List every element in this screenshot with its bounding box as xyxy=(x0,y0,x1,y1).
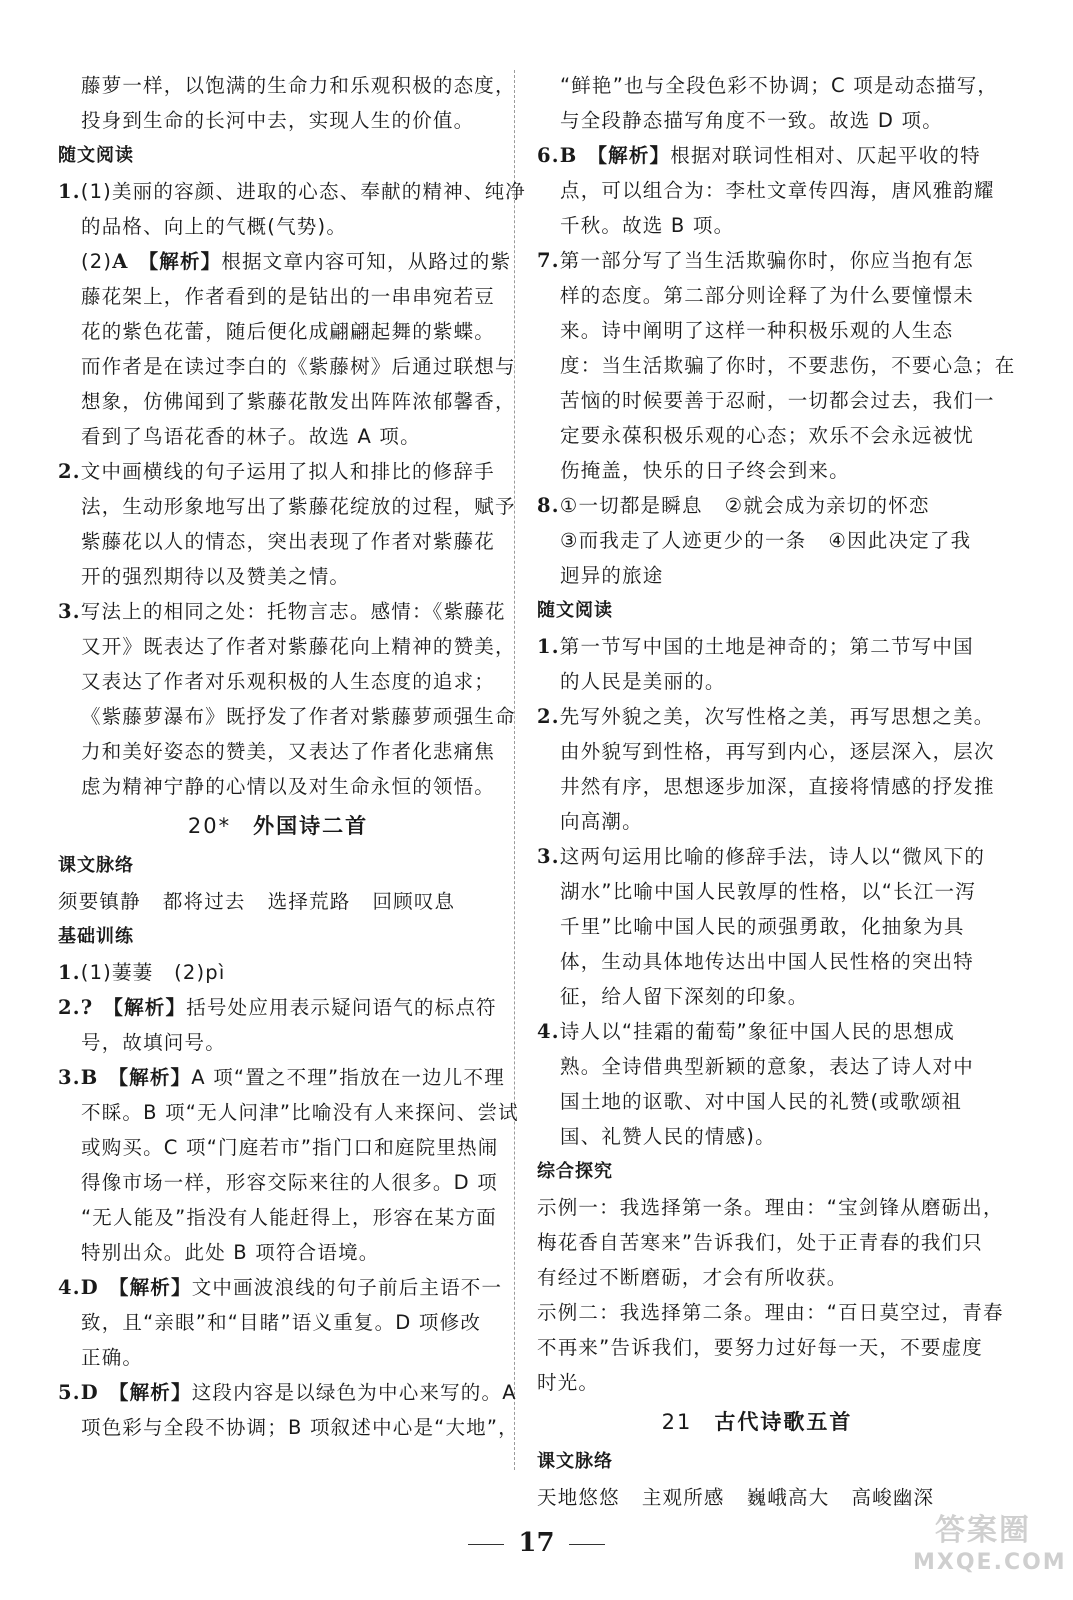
watermark-bottom: MXQE.COM xyxy=(913,1550,1067,1575)
outline-row xyxy=(58,884,498,919)
text-line: 虑为精神宁静的心情以及对生命永恒的领悟。 xyxy=(81,775,496,798)
text-line: 又开》既表达了作者对紫藤花向上精神的赞美， xyxy=(81,635,516,658)
section-heading: 随文阅读 xyxy=(58,145,134,166)
outline-item: 天地悠悠 xyxy=(537,1486,620,1509)
answer-choice: D xyxy=(80,1381,99,1404)
answer-choice: ? xyxy=(80,996,94,1019)
text-line: 井然有序，思想逐步加深，直接将情感的抒发推 xyxy=(560,775,995,798)
answer-choice: B xyxy=(80,1066,99,1089)
answer-line xyxy=(58,1375,517,1410)
analysis-tag: 【解析】 xyxy=(103,996,187,1019)
text-line: 湖水”比喻中国人民敦厚的性格，以“长江一泻 xyxy=(560,880,976,903)
question-number: 6. xyxy=(537,144,560,167)
right-column xyxy=(537,68,1016,1515)
lesson-name: 古代诗歌五首 xyxy=(714,1410,853,1434)
outline-item: 主观所感 xyxy=(641,1486,725,1509)
answer-line xyxy=(537,699,995,734)
outline-row xyxy=(537,1480,977,1515)
question-number: 3. xyxy=(537,845,560,868)
text-line: 由外貌写到性格，再写到内心，逐层深入，层次 xyxy=(560,740,995,763)
answer-text: 根据文章内容可知，从路过的紫 xyxy=(221,250,512,273)
section-heading: 基础训练 xyxy=(58,926,134,947)
answer-line xyxy=(537,839,986,874)
answer-line xyxy=(58,990,498,1025)
text-line: 藤萝一样，以饱满的生命力和乐观积极的态度， xyxy=(81,74,516,97)
text-line: 而作者是在读过李白的《紫藤树》后通过联想与 xyxy=(81,355,516,378)
text-line: 不再来”告诉我们，要努力过好每一天，不要虚度 xyxy=(537,1336,984,1359)
outline-item: 高峻幽深 xyxy=(851,1486,935,1509)
text-line: 藤花架上，作者看到的是钻出的一串串宛若豆 xyxy=(81,285,496,308)
analysis-tag: 【解析】 xyxy=(108,1066,192,1089)
text-line: 又表达了作者对乐观积极的人生态度的追求； xyxy=(81,670,496,693)
footer-dash-left xyxy=(468,1544,504,1545)
text-line: 看到了鸟语花香的林子。故选 A 项。 xyxy=(81,425,421,448)
answer-part: ①一切都是瞬息 xyxy=(559,494,703,517)
answer-text: 文中画横线的句子运用了拟人和排比的修辞手 xyxy=(80,460,495,483)
text-line: 迥异的旅途 xyxy=(560,564,664,587)
answer-line xyxy=(58,244,512,279)
question-number: 4. xyxy=(537,1020,560,1043)
analysis-tag: 【解析】 xyxy=(108,1276,192,1299)
question-number: 2. xyxy=(58,460,81,483)
question-number: 1. xyxy=(58,961,81,984)
question-number: 5. xyxy=(58,1381,81,1404)
question-number: 2. xyxy=(537,705,560,728)
text-line: 度：当生活欺骗了你时，不要悲伤，不要心急；在 xyxy=(560,354,1016,377)
text-line: 法，生动形象地写出了紫藤花绽放的过程，赋予 xyxy=(81,495,516,518)
answer-text: 先写外貌之美，次写性格之美，再写思想之美。 xyxy=(559,705,995,728)
answer-text: (1)萋萋 (2)pì xyxy=(80,961,226,984)
text-line: 紫藤花以人的情态，突出表现了作者对紫藤花 xyxy=(81,530,496,553)
analysis-tag: 【解析】 xyxy=(138,250,222,273)
question-number: 1. xyxy=(537,635,560,658)
question-number: 4. xyxy=(58,1276,81,1299)
section-heading: 课文脉络 xyxy=(537,1451,613,1472)
answer-choice: D xyxy=(80,1276,99,1299)
answer-line xyxy=(537,488,977,523)
answer-text: 这两句运用比喻的修辞手法，诗人以“微风下的 xyxy=(559,845,986,868)
lesson-number: 20* xyxy=(187,814,232,838)
answer-line xyxy=(58,1060,505,1095)
text-line: 的品格、向上的气概(气势)。 xyxy=(81,215,348,238)
text-line: 征，给人留下深刻的印象。 xyxy=(560,985,809,1008)
text-line: 与全段静态描写角度不一致。故选 D 项。 xyxy=(560,109,943,132)
answer-text: 括号处应用表示疑问语气的标点符 xyxy=(186,996,497,1019)
answer-choice: B xyxy=(559,144,578,167)
text-line: 梅花香自苦寒来”告诉我们，处于正青春的我们只 xyxy=(537,1231,984,1254)
text-line: 国土地的讴歌、对中国人民的礼赞(或歌颂祖 xyxy=(560,1090,963,1113)
question-number: 8. xyxy=(537,494,560,517)
answer-text: 第一部分写了当生活欺骗你时，你应当抱有怎 xyxy=(559,249,974,272)
answer-text: A 项“置之不理”指放在一边儿不理 xyxy=(191,1066,505,1089)
text-line: 有经过不断磨砺，才会有所收获。 xyxy=(537,1266,848,1289)
footer-dash-right xyxy=(569,1544,605,1545)
question-number: 2. xyxy=(58,996,81,1019)
text-line: 体，生动具体地传达出中国人民性格的突出特 xyxy=(560,950,975,973)
text-line: 正确。 xyxy=(81,1346,144,1369)
text-line: 《紫藤萝瀑布》既抒发了作者对紫藤萝顽强生命 xyxy=(81,705,516,728)
answer-line xyxy=(58,174,526,209)
text-line: 或购买。C 项“门庭若市”指门口和庭院里热闹 xyxy=(81,1136,499,1159)
lesson-title xyxy=(537,1400,977,1444)
answer-text: (1)美丽的容颜、进取的心态、奉献的精神、纯净 xyxy=(80,180,526,203)
lesson-number: 21 xyxy=(661,1410,693,1434)
text-line: 花的紫色花蕾，随后便化成翩翩起舞的紫蝶。 xyxy=(81,320,496,343)
section-heading: 随文阅读 xyxy=(537,600,613,621)
text-line: 国、礼赞人民的情感)。 xyxy=(560,1125,776,1148)
watermark-top: 答案圈 xyxy=(935,1513,1031,1548)
text-line: 向高潮。 xyxy=(560,810,643,833)
text-line: 样的态度。第二部分则诠释了为什么要憧憬未 xyxy=(560,284,975,307)
text-line: 得像市场一样，形容交际来往的人很多。D 项 xyxy=(81,1171,498,1194)
text-line: 伤掩盖，快乐的日子终会到来。 xyxy=(560,459,850,482)
answer-part: ②就会成为亲切的怀恋 xyxy=(724,494,930,517)
question-number: 3. xyxy=(58,1066,81,1089)
text-line: 投身到生命的长河中去，实现人生的价值。 xyxy=(81,109,475,132)
text-line: 致，且“亲眼”和“目睹”语义重复。D 项修改 xyxy=(81,1311,482,1334)
question-number: 3. xyxy=(58,600,81,623)
answer-text: 根据对联词性相对、仄起平收的特 xyxy=(670,144,981,167)
lesson-title xyxy=(58,804,498,848)
answer-line xyxy=(537,629,977,664)
text-line: 点，可以组合为：李杜文章传四海，唐风雅韵耀 xyxy=(560,179,995,202)
text-line: 的人民是美丽的。 xyxy=(560,670,726,693)
answer-part: ③而我走了人迹更少的一条 xyxy=(560,529,807,552)
answer-text: 写法上的相同之处：托物言志。感情：《紫藤花 xyxy=(80,600,506,623)
outline-item: 选择荒路 xyxy=(267,890,351,913)
text-line: 项色彩与全段不协调；B 项叙述中心是“大地”， xyxy=(81,1416,519,1439)
answer-line xyxy=(58,594,506,629)
text-line: 号，故填问号。 xyxy=(81,1031,226,1054)
answer-text: 这段内容是以绿色为中心来写的。A xyxy=(191,1381,517,1404)
answer-text: 诗人以“挂霜的葡萄”象征中国人民的思想成 xyxy=(559,1020,955,1043)
page-number: 17 xyxy=(518,1528,555,1558)
text-line: 时光。 xyxy=(537,1371,600,1394)
analysis-tag: 【解析】 xyxy=(108,1381,192,1404)
column-divider xyxy=(514,70,515,1470)
section-heading: 综合探究 xyxy=(537,1161,613,1182)
text-line: 千里”比喻中国人民的顽强勇敢，化抽象为具 xyxy=(560,915,965,938)
text-line: 定要永葆积极乐观的心态；欢乐不会永远被忧 xyxy=(560,424,975,447)
outline-item: 须要镇静 xyxy=(58,890,141,913)
outline-item: 巍峨高大 xyxy=(746,1486,830,1509)
answer-line xyxy=(537,1014,977,1049)
text-line: 力和美好姿态的赞美，又表达了作者化悲痛焦 xyxy=(81,740,496,763)
text-line: 特别出众。此处 B 项符合语境。 xyxy=(81,1241,380,1264)
text-line: “鲜艳”也与全段色彩不协调；C 项是动态描写， xyxy=(560,74,999,97)
answer-line xyxy=(58,1270,503,1305)
answer-line xyxy=(58,955,498,990)
sub-question-number: (2) xyxy=(81,250,113,273)
question-number: 7. xyxy=(537,249,560,272)
answer-part: ④因此决定了我 xyxy=(828,529,972,552)
text-line: 熟。全诗借典型新颖的意象，表达了诗人对中 xyxy=(560,1055,975,1078)
answer-line xyxy=(537,523,977,558)
text-line: 千秋。故选 B 项。 xyxy=(560,214,735,237)
answer-choice: A xyxy=(112,250,129,273)
text-line: 想象，仿佛闻到了紫藤花散发出阵阵浓郁馨香， xyxy=(81,390,516,413)
answer-line xyxy=(58,454,498,489)
lesson-name: 外国诗二首 xyxy=(253,814,369,838)
outline-item: 回顾叹息 xyxy=(372,890,456,913)
analysis-tag: 【解析】 xyxy=(587,144,671,167)
text-line: 不睬。B 项“无人问津”比喻没有人来探问、尝试 xyxy=(81,1101,519,1124)
answer-line xyxy=(537,243,977,278)
left-column xyxy=(58,68,526,1445)
watermark-logo xyxy=(913,1512,1067,1582)
outline-item: 都将过去 xyxy=(162,890,246,913)
question-number: 1. xyxy=(58,180,81,203)
text-line: “无人能及”指没有人能赶得上，形容在某方面 xyxy=(81,1206,497,1229)
text-line: 示例二：我选择第二条。理由：“百日莫空过，青春 xyxy=(537,1301,1004,1324)
answer-line xyxy=(537,138,981,173)
text-line: 开的强烈期待以及赞美之情。 xyxy=(81,565,351,588)
answer-text: 文中画波浪线的句子前后主语不一 xyxy=(191,1276,503,1299)
text-line: 示例一：我选择第一条。理由：“宝剑锋从磨砺出， xyxy=(537,1196,1004,1219)
text-line: 苦恼的时候要善于忍耐，一切都会过去，我们一 xyxy=(560,389,995,412)
section-heading: 课文脉络 xyxy=(58,855,134,876)
text-line: 来。诗中阐明了这样一种积极乐观的人生态 xyxy=(560,319,954,342)
answer-text: 第一节写中国的土地是神奇的；第二节写中国 xyxy=(559,635,974,658)
